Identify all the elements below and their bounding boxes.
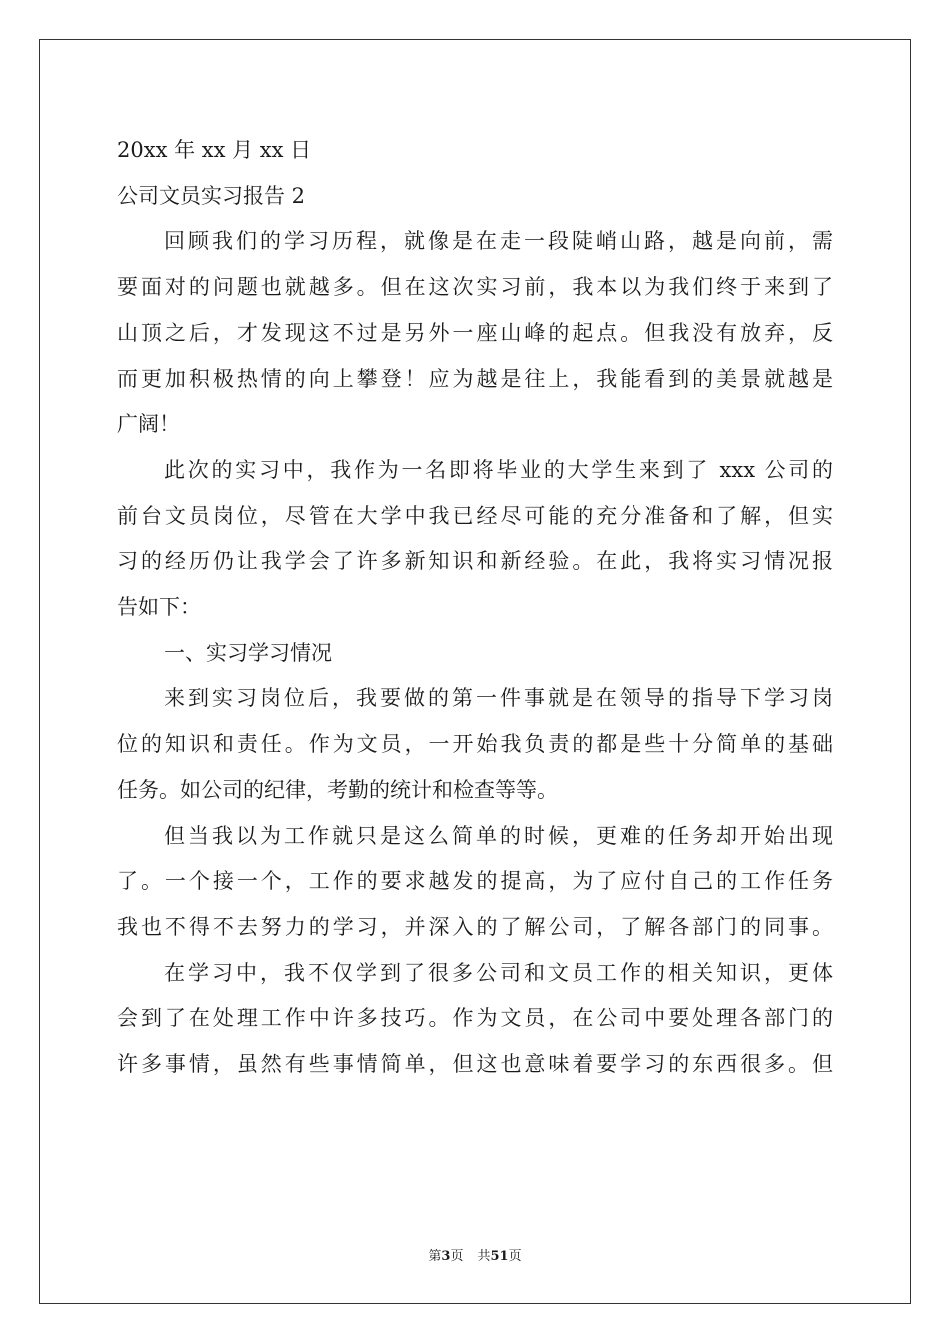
paragraph-line: 了。一个接一个，工作的要求越发的提高，为了应付自己的工作任务 bbox=[117, 869, 833, 894]
paragraph-line: 山顶之后，才发现这不过是另外一座山峰的起点。但我没有放弃，反 bbox=[117, 320, 833, 345]
current-page-number: 3 bbox=[441, 1249, 451, 1264]
paragraph-line: 告如下： bbox=[117, 595, 201, 620]
paragraph-3 bbox=[117, 676, 833, 813]
paragraph-line: 在学习中，我不仅学到了很多公司和文员工作的相关知识，更体 bbox=[164, 960, 833, 985]
paragraph-line: 任务。如公司的纪律，考勤的统计和检查等等。 bbox=[117, 777, 558, 802]
footer-prefix: 第 bbox=[428, 1249, 442, 1264]
page-footer bbox=[0, 1248, 950, 1266]
paragraph-line: 要面对的问题也就越多。但在这次实习前，我本以为我们终于来到了 bbox=[117, 275, 833, 300]
paragraph-line: 广阔！ bbox=[117, 412, 180, 437]
report-heading: 公司文员实习报告 2 bbox=[117, 183, 306, 208]
section-heading bbox=[117, 631, 833, 677]
paragraph-line: 我也不得不去努力的学习，并深入的了解公司，了解各部门的同事。 bbox=[117, 914, 833, 939]
total-pages-number: 51 bbox=[490, 1249, 509, 1264]
paragraph-line: 前台文员岗位，尽管在大学中我已经尽可能的充分准备和了解，但实 bbox=[117, 503, 833, 528]
paragraph-line: 习的经历仍让我学会了许多新知识和新经验。在此，我将实习情况报 bbox=[117, 549, 833, 574]
paragraph-line: 回顾我们的学习历程，就像是在走一段陡峭山路，越是向前，需 bbox=[164, 229, 833, 254]
footer-total-prefix: 共 bbox=[477, 1249, 491, 1264]
section-title: 一、实习学习情况 bbox=[164, 640, 332, 665]
paragraph-line: 但当我以为工作就只是这么简单的时候，更难的任务却开始出现 bbox=[164, 823, 833, 848]
paragraph-line: 会到了在处理工作中许多技巧。作为文员，在公司中要处理各部门的 bbox=[117, 1006, 833, 1031]
footer-page-unit: 页 bbox=[450, 1249, 464, 1264]
paragraph-line: 许多事情，虽然有些事情简单，但这也意味着要学习的东西很多。但 bbox=[117, 1052, 833, 1077]
paragraph-2 bbox=[117, 448, 833, 631]
paragraph-line: 此次的实习中，我作为一名即将毕业的大学生来到了 xxx 公司的 bbox=[164, 457, 833, 482]
paragraph-5 bbox=[117, 951, 833, 1088]
paragraph-4 bbox=[117, 814, 833, 951]
paragraph-1 bbox=[117, 219, 833, 448]
paragraph-line: 而更加积极热情的向上攀登！应为越是往上，我能看到的美景就越是 bbox=[117, 366, 833, 391]
footer-total-unit: 页 bbox=[508, 1249, 522, 1264]
date-line: 20xx 年 xx 月 xx 日 bbox=[117, 138, 312, 162]
paragraph-line: 来到实习岗位后，我要做的第一件事就是在领导的指导下学习岗 bbox=[164, 686, 833, 711]
paragraph-line: 位的知识和责任。作为文员，一开始我负责的都是些十分简单的基础 bbox=[117, 732, 833, 757]
document-body bbox=[117, 128, 833, 1088]
